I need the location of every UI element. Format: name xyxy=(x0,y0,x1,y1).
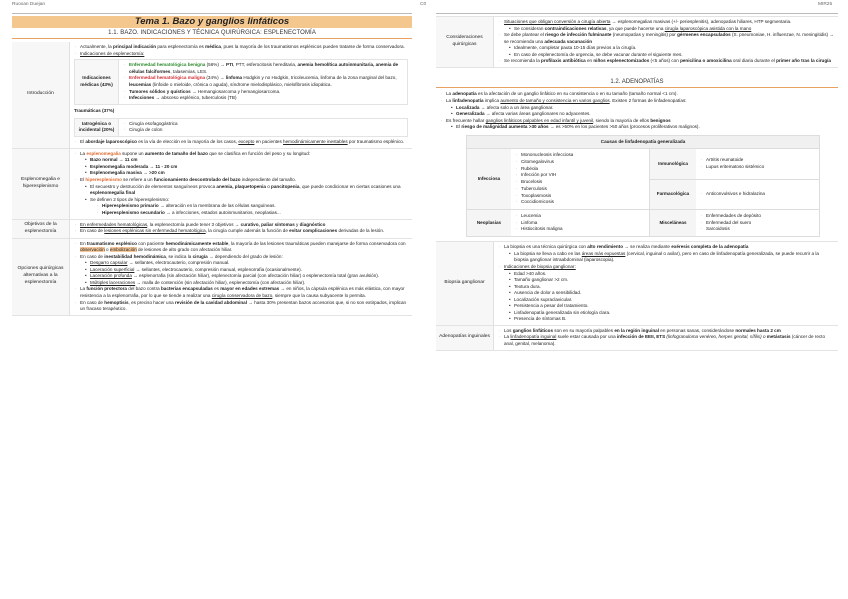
consideration-sub: • Se consideran contraindicaciones relativas, ya que puede hacerse una cirugía laparoscópica asistida con la mano xyxy=(508,26,834,33)
consideration-item: · Se debe plantear el riesgo de infección fulminante (neumopatías y meningitis) por gérmenes encapsulados (S. pneumoniae, H. influenzae, N. meningitidis) → se recomienda una adecuada vacunación xyxy=(498,32,834,45)
hypersplenism-effect: • El secuestro y destrucción de elementos sanguíneos provoca anemia, plaquetopenia o pancitopenia, que puede condicionar en ciertas ocasiones una esplenomegalia final xyxy=(84,184,408,197)
splenomegaly-section xyxy=(12,149,412,220)
consideration-item: · Se recomienda la profilaxis antibiótica en niños esplenectomizados (<5 años) con penicilina o amoxicilina oral diaria durante el primer año tras la cirugía xyxy=(498,58,834,65)
biopsy-item: · Indicaciones de biopsia ganglionar: xyxy=(498,264,834,271)
type-item: · Hiperesplenismo primario → alteración en la membrana de las células sanguíneas. xyxy=(96,203,408,210)
size-item: • Bazo normal → 11 cm xyxy=(84,157,408,164)
adeno-form: • Localizada → afecta solo a un área ganglionar. xyxy=(450,105,834,112)
cause-item: · Infección por VIH xyxy=(515,172,645,179)
option-item: · En traumatismo esplénico con paciente hemodinámicamente estable, la mayoría de las lesiones traumáticas pueden manejarse de forma conservadora con observación o embolización de lesiones de alto grado con afectación hiliar. xyxy=(74,241,408,254)
size-item: • Esplenomegalia masiva → >20 cm xyxy=(84,170,408,177)
type-item: · Hiperesplenismo secundario → a infecciones, estados autoinmunitarios, neoplasias... xyxy=(96,210,408,217)
cause-item: · Leucemia xyxy=(515,213,645,220)
splenomegaly-def: · La esplenomegalia supone un aumento de tamaño del bazo que se clasifica en función del peso y su longitud: xyxy=(74,151,408,158)
intro-label: Introducción xyxy=(12,42,70,148)
causes-title: Causas de linfadenopatía generalizada xyxy=(467,136,819,149)
cause-item: · Brucelosis xyxy=(515,179,645,186)
hypersplenism-def: · El hiperesplenismo se refiere a un funcionamiento descontrolado del bazo independiente del tamaño. xyxy=(74,177,408,184)
right-page xyxy=(436,13,838,597)
consideration-sub: • Idealmente, completar pauta 10-15 días previos a la cirugía. xyxy=(508,45,834,52)
misc-label: Misceláneas xyxy=(650,210,696,236)
inguinal-item: · Los ganglios linfáticos son en su mayoría palpables en la región inguinal en personas sanas, considerándose normales hasta 2 cm xyxy=(498,328,834,335)
cause-item: · Enfermedad del suero xyxy=(700,220,815,227)
option-item: · En caso de hemoptisis, es preciso hacer una revisión de la cavidad abdominal → hasta 30% presentan bazos accesorios que, si no son extirpados, implican un fracaso terapéutico. xyxy=(74,300,408,313)
cause-item: · Rubéola xyxy=(515,166,645,173)
adeno-item: · La adenopatía es la afectación de un ganglio linfático en su consistencia o en su tamaño (tamaño normal <1 cm). xyxy=(440,91,834,98)
lesion-item: • Múltiples laceraciones → malla de contención (sin afectación hiliar), esplenectomía (con afectación hiliar). xyxy=(84,280,408,287)
adeno-item: · La linfadenopatía implica aumento de tamaño y consistencia en varios ganglios. Existen 2 formas de linfadenopatías: xyxy=(440,98,834,105)
adeno-risk: • El riesgo de malignidad aumenta >30 años → es >50% en los pacientes >50 años (procesos proliferativos malignos). xyxy=(450,124,834,131)
adenopathy-intro xyxy=(436,91,838,131)
benign-item: · Enfermedad hematológica benigna (56%) → PTI, PTT, esferocitosis hereditaria, anemia hemolítica autoinmunitaria, anemia de células falciformes, talasemias, LES. xyxy=(123,62,403,75)
considerations-label: Consideraciones quirúrgicas xyxy=(436,17,494,67)
medical-indications-box xyxy=(74,59,408,105)
lesion-item: • Desgarro capsular → sellantes, electrocauterio, compresión manual. xyxy=(84,260,408,267)
malignant-item: · Enfermedad hematológica maligna (34%) → linfoma Hodgkin y no Hodgkin, tricoleucemia, linfoma de la zona marginal del bazo, leucemias (linfoide o mieloide, crónica o aguda), síndrome mielodisplásico, mielofibrosis idiopática. xyxy=(123,75,403,88)
cause-item: · Anticonvulsivos e hidralazina xyxy=(700,191,765,198)
indication-item: • Ausencia de dolor a sensibilidad. xyxy=(508,290,834,297)
indication-item: • Localización supraclavicular. xyxy=(508,297,834,304)
cause-item: · Tuberculosis xyxy=(515,186,645,193)
biopsy-section xyxy=(436,241,838,326)
pharmacologic-label: Farmacológica xyxy=(650,180,696,209)
indication-item: • Textura dura. xyxy=(508,284,834,291)
inguinal-item: · La linfadenopatía inguinal suele estar causada por una infección de EEII, ETS (linfogranuloma venéreo, herpes genital, sífilis) o metástasis (cáncer de recto anal, genital, melanoma). xyxy=(498,334,834,347)
neoplasms-label: Neoplasias xyxy=(467,210,511,236)
hypersplenism-types: • Se definen 2 tipos de hiperesplenismo: xyxy=(84,197,408,204)
indication-item: • Tamaño ganglionar >2 cm. xyxy=(508,277,834,284)
intro-p1: · Actualmente, la principal indicación para esplenectomía es médica, pues la mayoría de los traumatismos esplénicos pueden tratarse de forma conservadora. xyxy=(74,44,408,51)
biopsy-sub: • La biopsia se lleva a cabo en las áreas más expuestas (cervical, inguinal o axilar), pero en caso de linfadenopatía generalizada, se puede recurrir a la biopsia ganglionar intraabdominal (laparoscopia). xyxy=(508,251,834,264)
cause-item: · Toxoplasmosis xyxy=(515,193,645,200)
objectives-section xyxy=(12,220,412,239)
author-label: Ruoxan Duejan xyxy=(12,2,46,7)
considerations-section xyxy=(436,16,838,68)
immunologic-label: Inmunológica xyxy=(650,149,696,178)
indication-item: • Persistencia a pesar del tratamiento. xyxy=(508,303,834,310)
cause-item: · Histiocitosis maligna xyxy=(515,226,645,233)
infections-item: · Infecciones → absceso esplénico, tuberculosis (TB) xyxy=(123,95,403,102)
iatrogenic-label: Iatrogénica o incidental (20%) xyxy=(75,119,119,136)
page-title: Tema 1. Bazo y ganglios linfáticos xyxy=(12,16,412,28)
lesion-item: • Laceración superficial → sellantes, electrocauterio, compresión manual, esplenorrafia (ocasionalmente). xyxy=(84,267,408,274)
indication-item: • Edad >40 años. xyxy=(508,271,834,278)
cause-item: · Lupus eritematoso sistémico xyxy=(700,164,764,171)
objective-item: · En enfermedades hematológicas, la esplenectomía puede tener 3 objetivos → curativo, paliar síntomas y diagnóstico xyxy=(74,222,408,229)
cause-item: · Enfermedades de depósito xyxy=(700,213,815,220)
medical-label: Indicaciones médicas (43%) xyxy=(75,60,119,104)
cause-item: · Linfoma xyxy=(515,220,645,227)
iatrogenic-box xyxy=(74,118,408,137)
objectives-label: Objetivos de la esplenectomía xyxy=(12,220,70,238)
iatrogenic-item: · Cirugía de colon xyxy=(123,127,403,134)
options-section xyxy=(12,239,412,316)
cause-item: · Artritis reumatoide xyxy=(700,157,764,164)
section-subtitle: 1.1. BAZO. INDICACIONES Y TÉCNICA QUIRÚRGICA: ESPLENECTOMÍA xyxy=(12,29,412,39)
infectious-label: Infecciosa xyxy=(467,149,511,209)
adeno-form: • Generalizada → afecta varias áreas ganglionares no adyacentes. xyxy=(450,111,834,118)
traumatic-heading: Traumáticas (37%) xyxy=(74,108,115,114)
biopsy-item: · La biopsia es una técnica quirúrgica con alto rendimiento → se realiza mediante exéresis completa de la adenopatía xyxy=(498,244,834,251)
lesion-item: • Laceración profunda → esplenorrafia (sin afectación hiliar), esplenectomía parcial (con afectación hiliar) o esplenectomía total (gran avulsión). xyxy=(84,273,408,280)
option-item: · La función protectora del bazo contra bacterias encapsuladas es mayor en edades extremas → en niños, la cápsula esplénica es más elástica, con mayor resistencia a la esplenorrafia, por lo que se tiende a realizar una cirugía conservadora de bazo, siempre que la causa subyacente lo permita. xyxy=(74,286,408,299)
size-item: • Esplenomegalia moderada → 11 - 20 cm xyxy=(84,164,408,171)
page-right-code: MIR25 xyxy=(818,2,833,7)
intro-section xyxy=(12,42,412,149)
cause-item: · Coccidiomicosis xyxy=(515,199,645,206)
adeno-item: · Es frecuente hallar ganglios linfáticos palpables en edad infantil y juvenil, siendo la mayoría de ellos benignos xyxy=(440,118,834,125)
page-code: C0 xyxy=(420,2,427,7)
consideration-item: · Situaciones que obligan conversión a cirugía abierta → esplenomegalias masivas (+/- periesplenitis), adenopatías hiliares, HTP segmentaria. xyxy=(498,19,834,26)
inguinal-section xyxy=(436,326,838,351)
objective-item: · En caso de lesiones esplénicas sin enfermedad hematológica, la cirugía cumple además la función de evitar complicaciones derivadas de la lesión. xyxy=(74,228,408,235)
indication-item: • Linfadenopatía generalizada sin etiología clara. xyxy=(508,310,834,317)
consideration-sub: • En caso de esplenectomía de urgencia, se debe vacunar durante el siguiente mes. xyxy=(508,52,834,59)
adenopathy-subtitle: 1.2. ADENOPATÍAS xyxy=(436,78,838,88)
inguinal-label: Adenopatías inguinales xyxy=(436,326,494,350)
splenomegaly-label: Esplenomegalia e hiperesplenismo xyxy=(12,149,70,219)
options-label: Opciones quirúrgicas alternativas a la esplenectomía xyxy=(12,239,70,315)
cause-item: · Citomegalovirus xyxy=(515,159,645,166)
tumors-item: · Tumores sólidos y quísticos → Hemangiosarcoma y hemangiosarcoma. xyxy=(123,89,403,96)
biopsy-label: Biopsia ganglionar xyxy=(436,242,494,325)
causes-table xyxy=(466,135,820,237)
iatrogenic-item: · Cirugía esofagogástrica xyxy=(123,121,403,128)
intro-p3: · El abordaje laparoscópico es la vía de elección en la mayoría de los casos, excepto en pacientes hemodinámicamente inestables por traumatismo esplénico. xyxy=(74,139,408,146)
left-page xyxy=(12,13,412,597)
cause-item: · Sarcoidosis xyxy=(700,226,815,233)
cause-item: · Mononucleosis infecciosa xyxy=(515,152,645,159)
indication-item: • Presencia de síntomas B. xyxy=(508,316,834,323)
intro-p2: · Indicaciones de esplenectomía: xyxy=(74,51,408,58)
option-item: · En caso de inestabilidad hemodinámica, se indica la cirugía → dependiendo del grado de lesión: xyxy=(74,254,408,261)
